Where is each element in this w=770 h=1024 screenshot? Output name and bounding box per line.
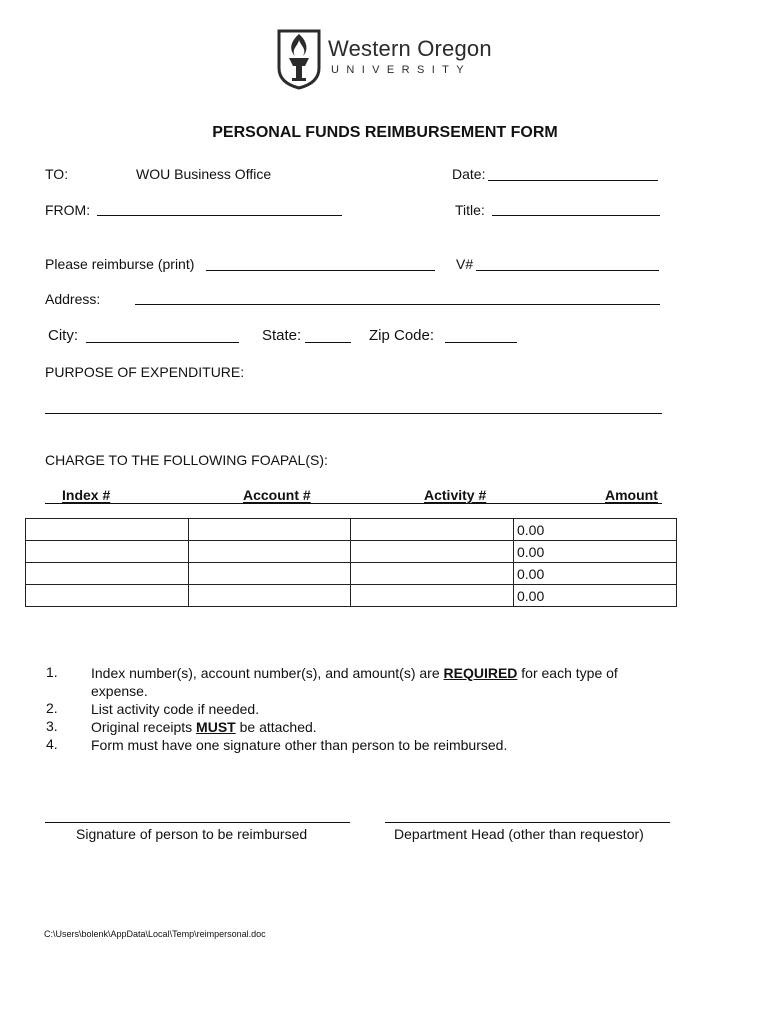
amount-cell[interactable]: 0.00 [514,519,677,541]
table-row [26,563,677,585]
instruction-number: 4. [46,736,58,752]
activity-cell[interactable] [351,541,514,563]
index-cell[interactable] [26,585,189,607]
column-account: Account # [243,487,311,503]
address-label: Address: [45,291,101,307]
title-field[interactable] [492,215,660,216]
zip-label: Zip Code: [369,327,435,344]
signature-label-department-head: Department Head (other than requestor) [394,826,644,842]
activity-cell[interactable] [351,563,514,585]
date-field[interactable] [488,180,658,181]
instruction-text [91,664,666,700]
signature-label-requestor: Signature of person to be reimbursed [76,826,308,842]
instruction-text-part: List activity code if needed. [91,701,260,717]
column-activity: Activity # [424,487,487,503]
account-cell[interactable] [189,585,351,607]
instruction-text-part: Original receipts [91,719,197,735]
file-path: C:\Users\bolenk\AppData\Local\Temp\reimpersonal.doc [44,929,266,939]
logo-name: Western Oregon [328,36,492,61]
city-label: City: [48,327,78,344]
instruction-text-part: for each type of expense. [91,665,618,699]
instruction-text-part: Index number(s), account number(s), and amount(s) are [91,665,444,681]
instruction-text [91,736,691,754]
signature-line-requestor[interactable] [45,822,350,823]
instruction-text-part: Form must have one signature other than person to be reimbursed. [91,737,508,753]
table-row [26,519,677,541]
instruction-emphasis: REQUIRED [443,665,518,681]
logo-subtitle: UNIVERSITY [331,64,472,76]
state-label: State: [262,327,302,344]
foapal-table [25,518,677,607]
account-cell[interactable] [189,519,351,541]
signature-line-department-head[interactable] [385,822,670,823]
zip-field[interactable] [445,342,517,343]
table-row [26,541,677,563]
instruction-text [91,718,691,736]
instruction-number: 3. [46,718,58,734]
instruction-text [91,700,691,718]
torch-shield-icon [276,28,324,90]
index-cell[interactable] [26,563,189,585]
activity-cell[interactable] [351,519,514,541]
reimburse-field[interactable] [206,270,435,271]
state-field[interactable] [305,342,351,343]
foapal-heading: CHARGE TO THE FOLLOWING FOAPAL(S): [45,452,328,468]
instruction-number: 1. [46,664,58,680]
vnumber-field[interactable] [476,270,659,271]
city-field[interactable] [86,342,239,343]
instruction-number: 2. [46,700,58,716]
table-row [26,585,677,607]
index-cell[interactable] [26,541,189,563]
from-label: FROM: [45,202,91,218]
to-value: WOU Business Office [136,166,272,182]
instruction-emphasis: MUST [196,719,236,735]
vnumber-label: V# [456,256,474,272]
amount-cell[interactable]: 0.00 [514,541,677,563]
column-index: Index # [62,487,111,503]
foapal-header-rule [45,503,662,504]
purpose-label: PURPOSE OF EXPENDITURE: [45,364,245,380]
activity-cell[interactable] [351,585,514,607]
column-amount: Amount [605,487,658,503]
instruction-text-part: be attached. [235,719,317,735]
date-label: Date: [452,166,486,182]
amount-cell[interactable]: 0.00 [514,563,677,585]
address-field[interactable] [135,304,660,305]
index-cell[interactable] [26,519,189,541]
from-field[interactable] [97,215,342,216]
account-cell[interactable] [189,541,351,563]
purpose-field[interactable] [45,413,662,414]
amount-cell[interactable]: 0.00 [514,585,677,607]
to-label: TO: [45,166,69,182]
title-label: Title: [455,202,485,218]
reimburse-label: Please reimburse (print) [45,256,195,272]
form-title: PERSONAL FUNDS REIMBURSEMENT FORM [212,124,558,141]
account-cell[interactable] [189,563,351,585]
